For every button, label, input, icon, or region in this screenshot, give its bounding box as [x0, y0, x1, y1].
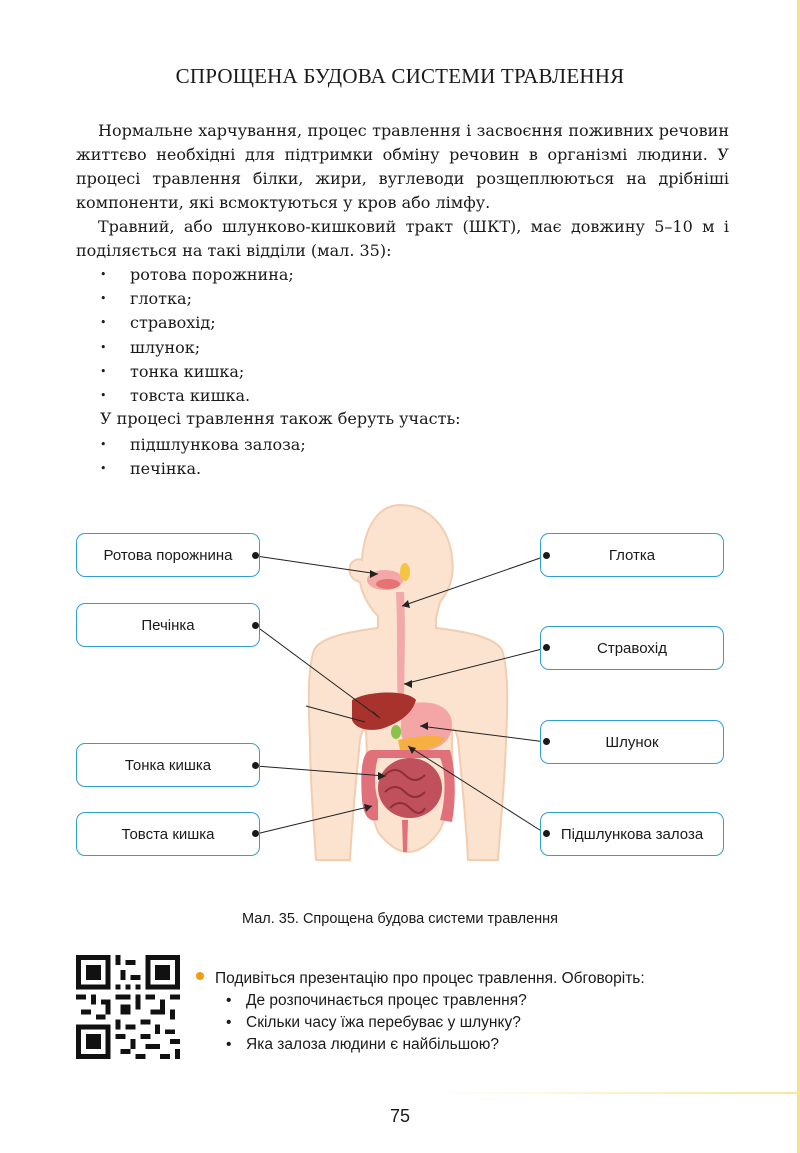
label-mouth: Ротова порожнина — [76, 533, 260, 577]
paragraph-1: Нормальне харчування, процес травлення і засвоєння поживних речовин життєво необхідні для підтримки обміну речовин в організмі людини. У процесі травлення білки, жири, вуглеводи розщеплюються на дрібніші компоненти, які всмоктуються у кров або лімфу. — [76, 121, 729, 212]
list-item: • тонка кишка; — [100, 360, 294, 384]
label-small-intestine: Тонка кишка — [76, 743, 260, 787]
label-esophagus: Стравохід — [540, 626, 724, 670]
label-pharynx: Глотка — [540, 533, 724, 577]
task-intro: Подивіться презентацію про процес травлення. Обговоріть: — [215, 970, 645, 987]
list-item: • шлунок; — [100, 336, 294, 360]
pointer-dot — [543, 644, 550, 651]
salivary-gland — [400, 563, 410, 581]
label-pancreas: Підшлункова залоза — [540, 812, 724, 856]
discussion-task — [196, 968, 645, 1056]
list-item: • Скільки часу їжа перебуває у шлунку? — [226, 1012, 645, 1034]
pointer-dot — [252, 622, 259, 629]
label-liver: Печінка — [76, 603, 260, 647]
bullet-dot-icon — [196, 972, 204, 980]
tract-paragraph — [76, 215, 729, 263]
page-title: СПРОЩЕНА БУДОВА СИСТЕМИ ТРАВЛЕННЯ — [175, 64, 625, 88]
also-intro: У процесі травлення також беруть участь: — [100, 409, 461, 428]
list-item: • печінка. — [100, 457, 306, 481]
pointer-dot — [252, 762, 259, 769]
page-number: 75 — [389, 1106, 411, 1126]
label-stomach: Шлунок — [540, 720, 724, 764]
qr-code-icon[interactable] — [76, 955, 180, 1059]
list-item: • Де розпочинається процес травлення? — [226, 990, 645, 1012]
list-item: • стравохід; — [100, 311, 294, 335]
list-item: • підшлункова залоза; — [100, 433, 306, 457]
footer-divider — [430, 1092, 800, 1094]
pointer-dot — [543, 738, 550, 745]
pointer-dot — [543, 830, 550, 837]
also-parts-list — [100, 433, 306, 481]
question-list — [226, 990, 645, 1056]
list-item: • товста кишка. — [100, 384, 294, 408]
gallbladder — [391, 725, 401, 739]
tongue — [376, 579, 400, 589]
list-item: • глотка; — [100, 287, 294, 311]
pointer-dot — [543, 552, 550, 559]
pointer-dot — [252, 830, 259, 837]
tract-parts-list — [100, 263, 294, 408]
label-large-intestine: Товста кишка — [76, 812, 260, 856]
intro-paragraph — [76, 119, 729, 215]
list-item: • ротова порожнина; — [100, 263, 294, 287]
figure-caption: Мал. 35. Спрощена будова системи травлення — [241, 911, 559, 927]
list-item: • Яка залоза людини є найбільшою? — [226, 1034, 645, 1056]
pointer-dot — [252, 552, 259, 559]
paragraph-2: Травний, або шлунково-кишковий тракт (ШКТ), має довжину 5–10 м і поділяється на такі відділи (мал. 35): — [76, 217, 729, 260]
rectum — [402, 820, 408, 852]
